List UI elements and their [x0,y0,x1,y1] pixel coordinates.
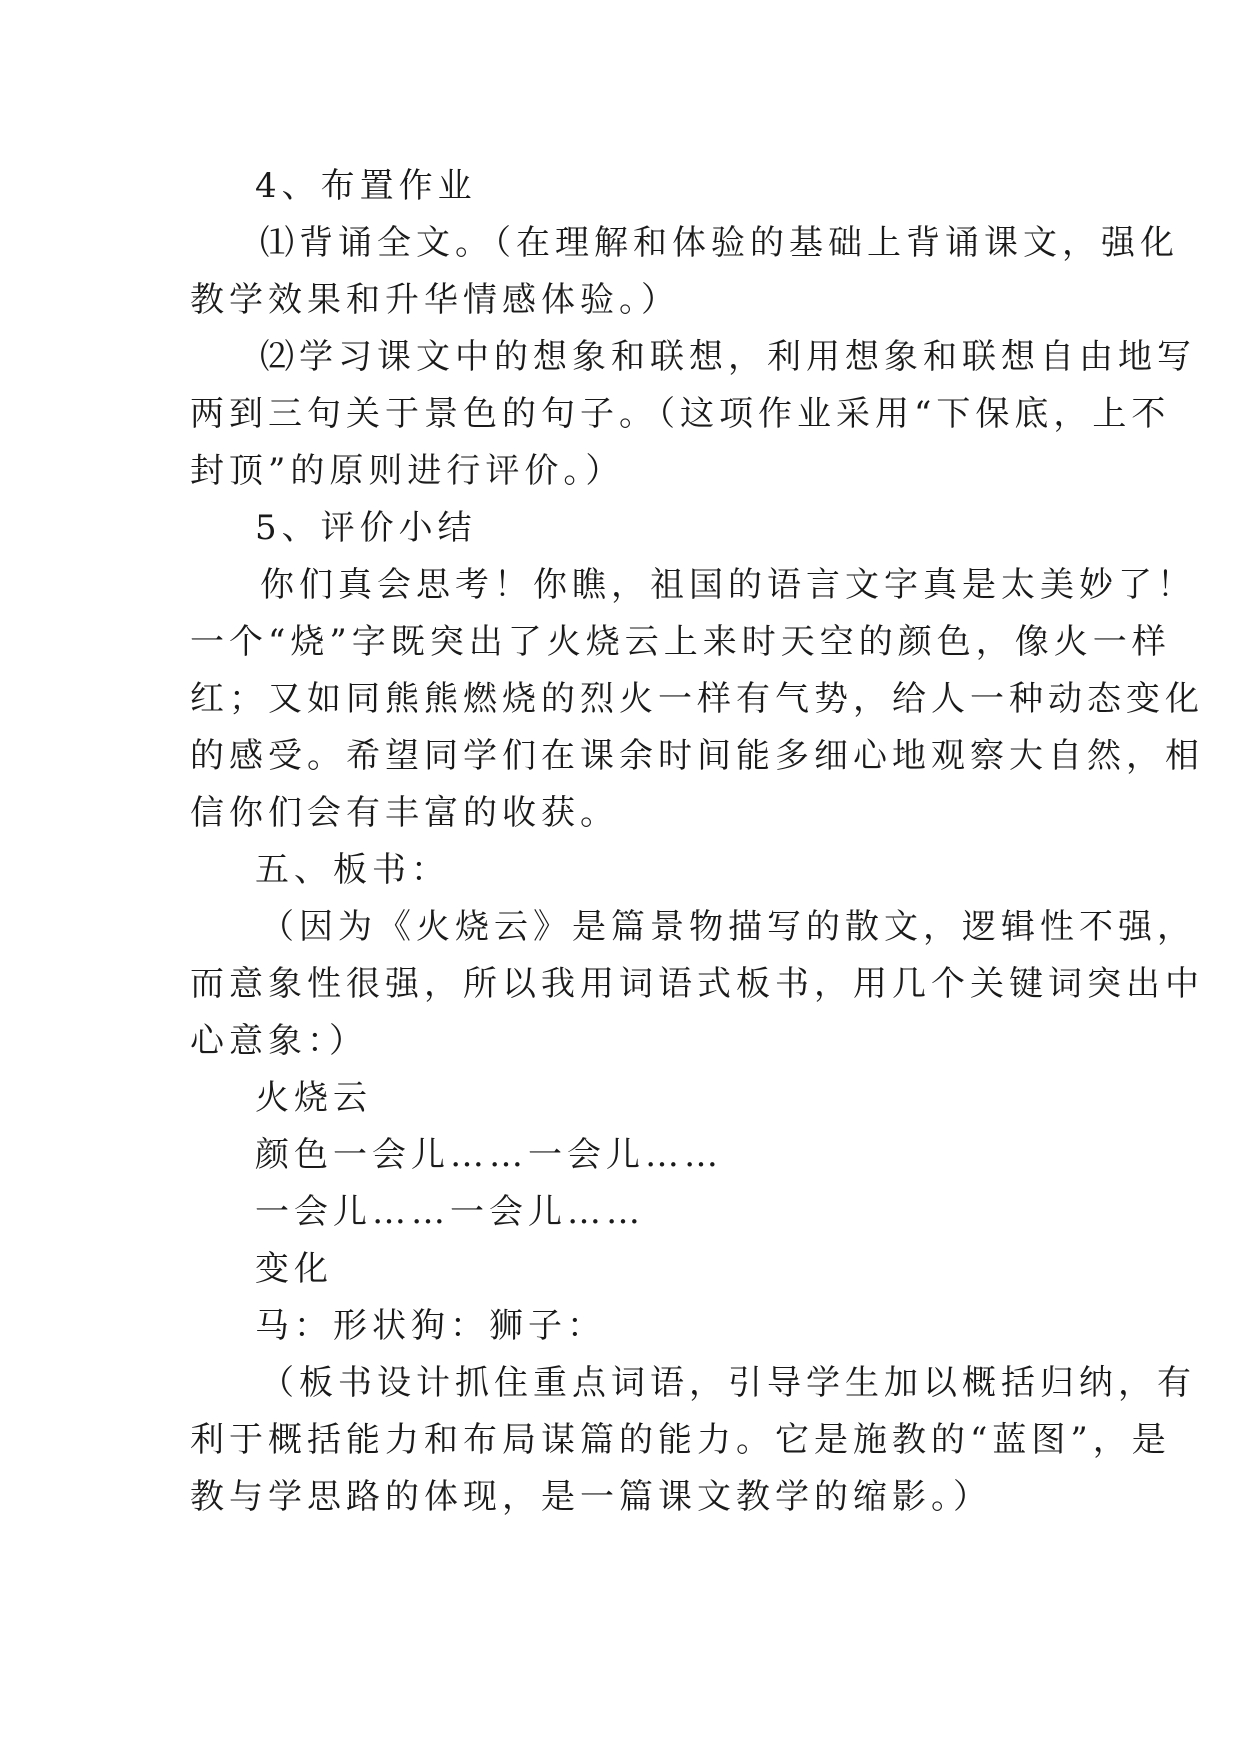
paragraph-line: 而意象性很强，所以我用词语式板书，用几个关键词突出中 [190,964,1204,1004]
paragraph-line: 封顶”的原则进行评价。） [190,451,625,491]
paragraph-line: （板书设计抓住重点词语，引导学生加以概括归纳，有 [260,1363,1196,1403]
paragraph-line: 红；又如同熊熊燃烧的烈火一样有气势，给人一种动态变化 [190,679,1204,719]
heading-assign-homework: 4、布置作业 [255,166,477,206]
paragraph-line: 教学效果和升华情感体验。） [190,280,680,320]
paragraph-line: 心意象：） [190,1021,368,1061]
board-line: 马：形状狗：狮子： [255,1306,606,1346]
board-line: 火烧云 [255,1078,372,1118]
paragraph-line: ⑴背诵全文。（在理解和体验的基础上背诵课文，强化 [260,223,1179,263]
board-line: 一会儿……一会儿…… [255,1192,645,1232]
heading-blackboard: 五、板书： [255,850,450,890]
paragraph-line: （因为《火烧云》是篇景物描写的散文，逻辑性不强， [260,907,1196,947]
paragraph-line: 信你们会有丰富的收获。 [190,793,619,833]
board-line: 变化 [255,1249,333,1289]
paragraph-line: 一个“烧”字既突出了火烧云上来时天空的颜色，像火一样 [190,622,1171,662]
paragraph-line: 教与学思路的体现，是一篇课文教学的缩影。） [190,1477,992,1517]
paragraph-line: ⑵学习课文中的想象和联想，利用想象和联想自由地写 [260,337,1196,377]
paragraph-line: 利于概括能力和布局谋篇的能力。它是施教的“蓝图”，是 [190,1420,1171,1460]
board-line: 颜色一会儿……一会儿…… [255,1135,723,1175]
paragraph-line: 的感受。希望同学们在课余时间能多细心地观察大自然，相 [190,736,1204,776]
paragraph-line: 两到三句关于景色的句子。（这项作业采用“下保底，上不 [190,394,1171,434]
paragraph-line: 你们真会思考！你瞧，祖国的语言文字真是太美妙了！ [260,565,1196,605]
heading-evaluation-summary: 5、评价小结 [255,508,477,548]
